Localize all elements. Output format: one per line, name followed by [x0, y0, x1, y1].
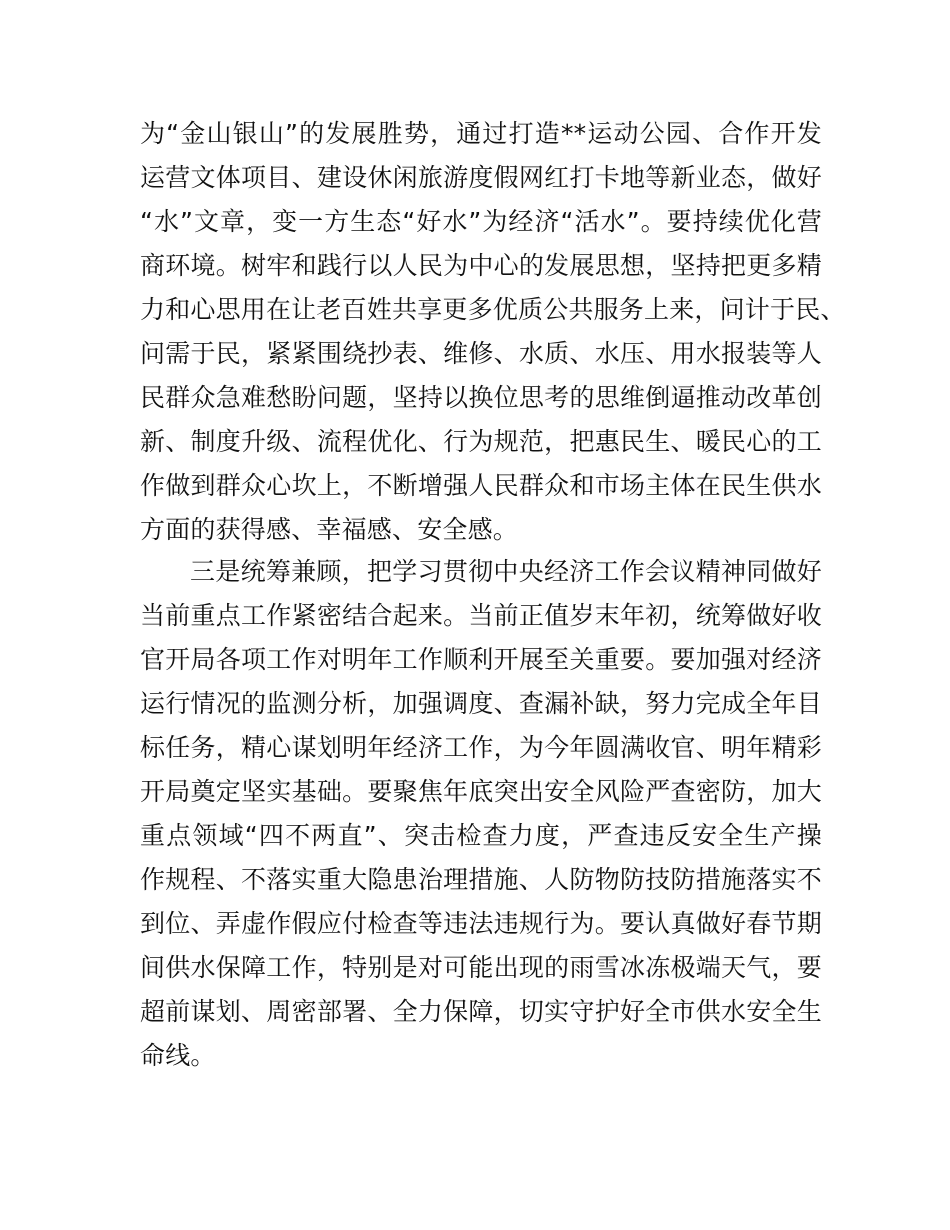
paragraph-line: 民群众急难愁盼问题，坚持以换位思考的思维倒逼推动改革创 — [140, 383, 822, 412]
paragraph-line: 运行情况的监测分析，加强调度、查漏补缺，努力完成全年目 — [140, 689, 822, 718]
paragraph-2 — [140, 550, 822, 1078]
paragraph-line: “水”文章，变一方生态“好水”为经济“活水”。要持续优化营 — [140, 207, 822, 236]
paragraph-line: 商环境。树牢和践行以人民为中心的发展思想，坚持把更多精 — [140, 251, 822, 280]
paragraph-line: 问需于民，紧紧围绕抄表、维修、水质、水压、用水报装等人 — [140, 339, 822, 368]
paragraph-line: 间供水保障工作，特别是对可能出现的雨雪冰冻极端天气，要 — [140, 953, 822, 982]
paragraph-line: 方面的获得感、幸福感、安全感。 — [140, 515, 519, 544]
paragraph-line: 开局奠定坚实基础。要聚焦年底突出安全风险严查密防，加大 — [140, 777, 822, 806]
paragraph-line: 到位、弄虚作假应付检查等违法违规行为。要认真做好春节期 — [140, 909, 822, 938]
paragraph-line: 当前重点工作紧密结合起来。当前正值岁末年初，统筹做好收 — [140, 601, 822, 630]
paragraph-line: 力和心思用在让老百姓共享更多优质公共服务上来，问计于民、 — [140, 295, 846, 324]
paragraph-line: 作做到群众心坎上，不断增强人民群众和市场主体在民生供水 — [140, 471, 822, 500]
paragraph-line: 运营文体项目、建设休闲旅游度假网红打卡地等新业态，做好 — [140, 163, 822, 192]
paragraph-line: 超前谋划、周密部署、全力保障，切实守护好全市供水安全生 — [140, 997, 822, 1026]
paragraph-line: 命线。 — [140, 1041, 216, 1070]
paragraph-line: 新、制度升级、流程优化、行为规范，把惠民生、暖民心的工 — [140, 427, 822, 456]
paragraph-1 — [140, 112, 846, 552]
paragraph-line: 标任务，精心谋划明年经济工作，为今年圆满收官、明年精彩 — [140, 733, 822, 762]
paragraph-line: 作规程、不落实重大隐患治理措施、人防物防技防措施落实不 — [140, 865, 822, 894]
paragraph-line: 官开局各项工作对明年工作顺利开展至关重要。要加强对经济 — [140, 645, 822, 674]
paragraph-line: 为“金山银山”的发展胜势，通过打造**运动公园、合作开发 — [140, 119, 822, 148]
paragraph-line: 重点领域“四不两直”、突击检查力度，严查违反安全生产操 — [140, 821, 822, 850]
paragraph-line: 三是统筹兼顾，把学习贯彻中央经济工作会议精神同做好 — [190, 557, 822, 586]
